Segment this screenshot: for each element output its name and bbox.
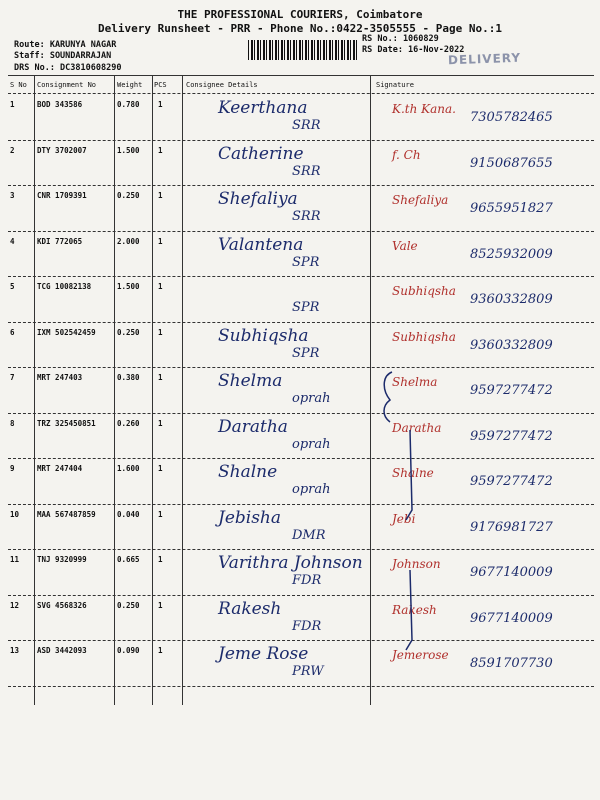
row-consignee-name: Keerthana [218,98,308,118]
row-phone: 9597277472 [470,474,553,489]
row-consignee-name: Catherine [218,143,304,164]
row-phone: 9360332809 [470,292,553,307]
col-header-consignment: Consignment No [37,81,97,89]
row-pcs: 1 [158,509,163,519]
row-signature: Subhiqsha [392,329,456,344]
col-divider [152,75,153,705]
row-sno: 10 [10,509,20,519]
row-sno: 12 [10,600,20,610]
row-signature: Shefaliya [392,193,449,207]
row-consignee-location: FDR [292,618,322,634]
row-consignee-name: Shalne [218,462,278,482]
row-sno: 5 [10,282,15,291]
row-consignment-no: SVG 4568326 [37,600,87,610]
row-sno: 2 [10,145,15,155]
row-pcs: 1 [158,600,163,610]
row-consignee-location: oprah [292,482,331,497]
row-weight: 1.500 [117,145,140,155]
row-pcs: 1 [158,145,163,155]
row-consignee-name: Jebisha [218,507,282,528]
row-consignee-name: Daratha [218,416,288,437]
row-consignment-no: TNJ 9320999 [37,555,87,564]
row-divider [8,276,594,277]
row-consignment-no: MAA 567487859 [37,509,96,519]
rs-date: RS Date: 16-Nov-2022 [362,45,465,55]
col-header-sno: S No [10,81,27,89]
row-divider [8,185,594,186]
row-consignee-name: Varithra Johnson [218,553,363,573]
row-weight: 0.380 [117,373,140,382]
col-header-signature: Signature [376,81,414,89]
row-divider [8,458,594,459]
row-pcs: 1 [158,191,163,200]
row-consignee-location: SPR [292,345,320,361]
row-sno: 13 [10,646,20,655]
row-weight: 0.665 [117,555,140,564]
row-phone: 8525932009 [470,246,553,262]
row-signature: Shelma [392,375,438,389]
row-phone: 9597277472 [470,383,553,398]
row-signature: K.th Kana. [392,102,456,116]
row-consignee-name: Rakesh [218,598,282,619]
col-header-pcs: PCS [154,81,167,89]
row-divider [8,140,594,141]
row-divider [8,504,594,505]
row-consignment-no: DTY 3702007 [37,145,87,155]
row-phone: 9677140009 [470,610,553,626]
row-phone: 9597277472 [470,428,553,444]
row-consignee-name: Shefaliya [218,189,298,209]
row-signature: Rakesh [392,602,437,617]
row-phone: 9677140009 [470,565,553,580]
rs-number: RS No.: 1060829 [362,34,439,44]
row-sno: 1 [10,100,15,109]
row-consignment-no: IXM 502542459 [37,327,96,337]
row-consignee-location: oprah [292,436,331,452]
row-divider [8,322,594,323]
table-header-divider [8,93,594,94]
row-consignee-location: SRR [292,163,321,179]
row-weight: 0.040 [117,509,140,519]
row-consignee-location: SPR [292,254,320,270]
row-consignee-location: FDR [292,573,322,588]
table-top-border [8,75,594,76]
row-pcs: 1 [158,236,163,246]
row-consignee-location: SPR [292,300,320,315]
row-consignment-no: MRT 247403 [37,373,83,382]
row-pcs: 1 [158,418,163,428]
col-divider [182,75,183,705]
route-label: Route: KARUNYA NAGAR [14,40,117,50]
row-consignment-no: ASD 3442093 [37,646,87,655]
col-header-weight: Weight [117,81,143,89]
row-signature: Daratha [392,420,442,435]
row-signature: Johnson [392,557,441,571]
row-weight: 0.090 [117,646,140,655]
row-signature: f. Ch [392,147,421,162]
row-consignee-name: Valantena [218,234,304,255]
row-divider [8,549,594,550]
row-weight: 1.500 [117,282,140,291]
col-divider [370,75,371,705]
row-divider [8,367,594,368]
row-pcs: 1 [158,555,163,564]
row-consignee-location: SRR [292,118,321,133]
col-divider [114,75,115,705]
row-phone: 9150687655 [470,155,553,171]
row-sno: 8 [10,418,15,428]
delivery-stamp: DELIVERY [447,50,522,68]
row-weight: 0.780 [117,100,140,109]
row-consignment-no: TCG 10082138 [37,282,92,291]
row-divider [8,640,594,641]
col-divider [34,75,35,705]
row-weight: 0.250 [117,327,140,337]
row-divider [8,686,594,687]
row-consignee-name: Jeme Rose [218,644,309,664]
row-consignment-no: MRT 247404 [37,464,83,473]
row-divider [8,231,594,232]
row-weight: 0.250 [117,191,140,200]
row-sno: 11 [10,555,20,564]
row-consignee-location: oprah [292,391,331,406]
row-phone: 7305782465 [470,110,553,125]
row-sno: 7 [10,373,15,382]
row-weight: 0.260 [117,418,140,428]
row-pcs: 1 [158,464,163,473]
row-signature: Jemerose [392,648,449,662]
row-sno: 9 [10,464,15,473]
row-pcs: 1 [158,373,163,382]
row-consignee-location: SRR [292,209,321,224]
drs-label: DRS No.: DC3810608290 [14,63,122,73]
row-signature: Vale [392,238,418,253]
row-divider [8,595,594,596]
row-sno: 6 [10,327,15,337]
row-pcs: 1 [158,327,163,337]
row-divider [8,413,594,414]
sheet-subtitle: Delivery Runsheet - PRR - Phone No.:0422-3505555 - Page No.:1 [98,22,502,35]
row-weight: 0.250 [117,600,140,610]
row-pcs: 1 [158,282,163,291]
row-weight: 1.600 [117,464,140,473]
barcode [248,40,358,60]
row-consignment-no: BOD 343586 [37,100,83,109]
row-phone: 9655951827 [470,201,553,216]
row-consignee-name: Subhiqsha [218,325,309,346]
row-sno: 4 [10,236,15,246]
row-pcs: 1 [158,100,163,109]
row-sno: 3 [10,191,15,200]
row-weight: 2.000 [117,236,140,246]
row-phone: 8591707730 [470,656,553,671]
col-header-consignee: Consignee Details [186,81,258,89]
row-phone: 9360332809 [470,337,553,353]
row-consignment-no: TRZ 325450851 [37,418,96,428]
row-consignee-name: Shelma [218,371,283,391]
row-signature: Jebi [392,511,416,526]
sheet-title: THE PROFESSIONAL COURIERS, Coimbatore [177,8,423,21]
row-signature: Subhiqsha [392,284,456,298]
row-consignment-no: CNR 1709391 [37,191,87,200]
bracket-marks [380,370,420,660]
row-pcs: 1 [158,646,163,655]
row-phone: 9176981727 [470,519,553,535]
row-consignee-location: PRW [292,664,324,679]
staff-label: Staff: SOUNDARRAJAN [14,51,112,61]
row-consignee-location: DMR [292,527,326,543]
row-consignment-no: KDI 772065 [37,236,83,246]
row-signature: Shalne [392,466,434,480]
